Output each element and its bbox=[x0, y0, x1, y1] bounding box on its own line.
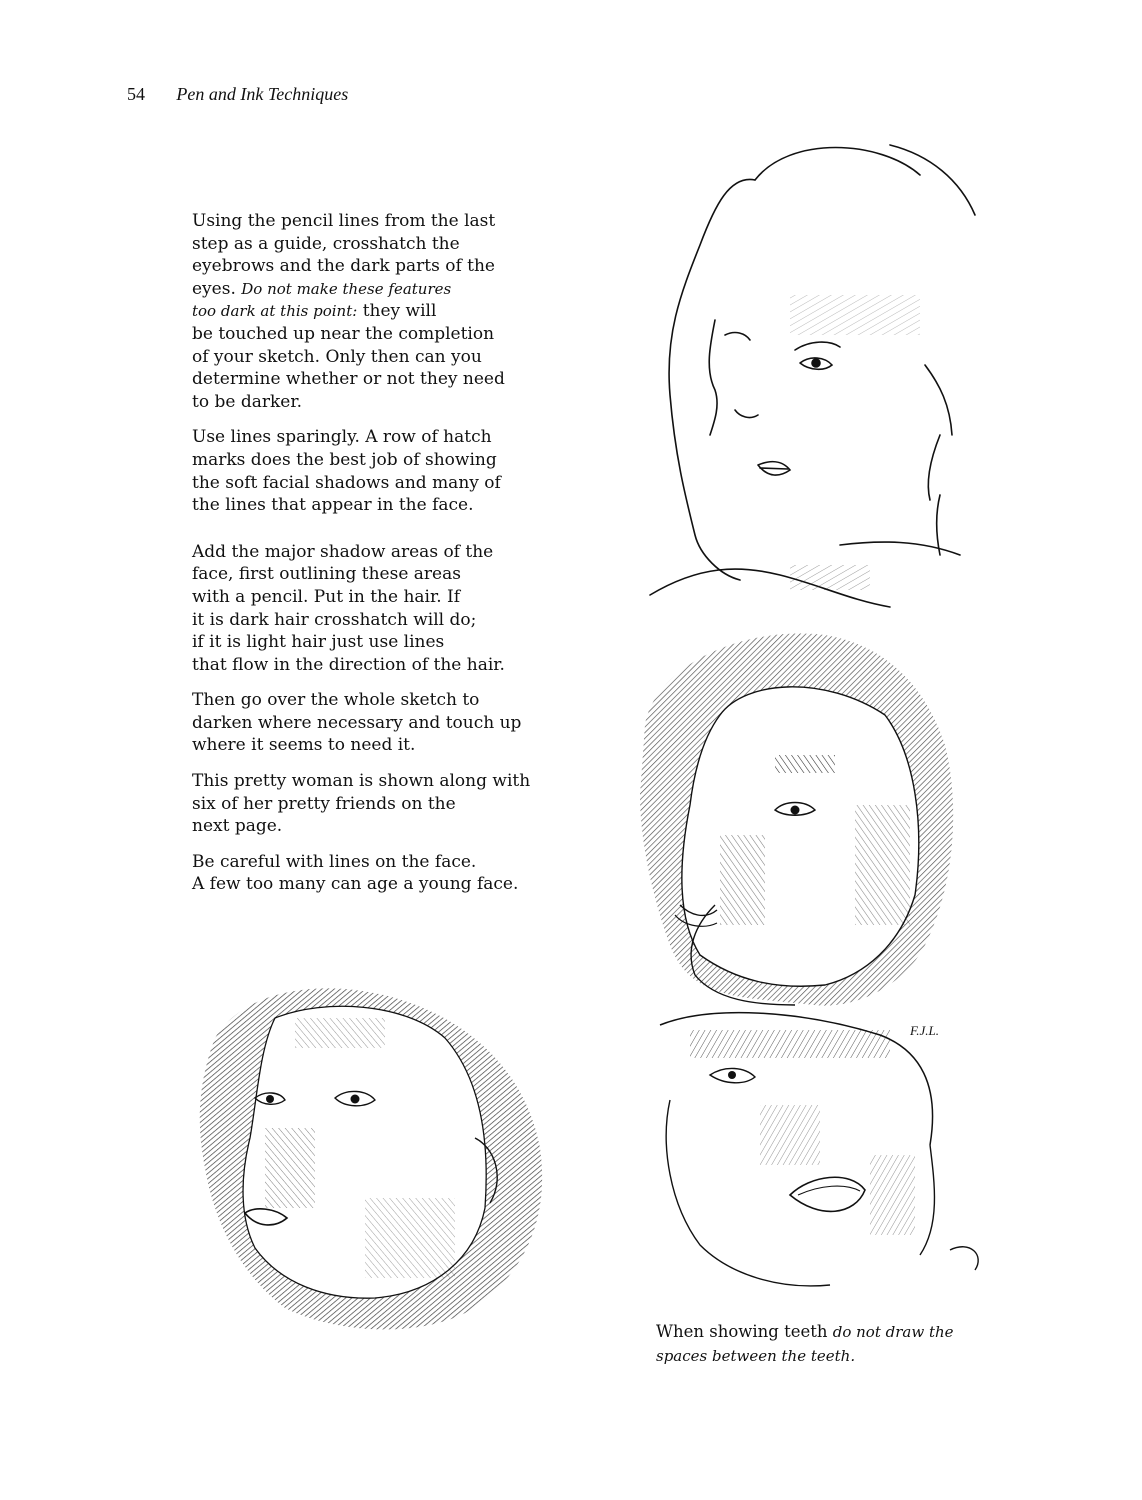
illustration-shaded-face bbox=[625, 605, 965, 1045]
illustration-outline-face bbox=[640, 135, 1000, 615]
paragraph-3: Add the major shadow areas of the face, first outlining these areas with a pencil. Put in the hair. If it is dark hair crosshatch will do; if it is light hair just use lines that flow in the direction of the hair. bbox=[192, 541, 505, 675]
paragraph-2: Use lines sparingly. A row of hatch marks does the best job of showing the soft facial shadows and many of the lines that appear in the face. bbox=[192, 427, 501, 516]
paragraph-4: Then go over the whole sketch to darken where necessary and touch up where it seems to need it. bbox=[192, 690, 522, 756]
paragraph-5: This pretty woman is shown along with six of her pretty friends on the next page. bbox=[192, 771, 531, 837]
illustration-hatched-face bbox=[185, 978, 555, 1338]
paragraph-1: Using the pencil lines from the last step as a guide, crosshatch the eyebrows and the dark parts of the eyes. Do not make these features too dark at this point: they will be touched up near the completion of your sketch. Only then can you determine whether or not they need to be darker. bbox=[192, 211, 505, 412]
illustration-smiling-face bbox=[650, 1005, 990, 1295]
running-title: Pen and Ink Techniques bbox=[176, 84, 349, 104]
illustration-caption: When showing teeth do not draw the spaces between the teeth. bbox=[656, 1322, 954, 1365]
page-number: 54 bbox=[127, 84, 145, 104]
signature: F.J.L. bbox=[910, 1023, 940, 1038]
paragraph-6: Be careful with lines on the face. A few too many can age a young face. bbox=[192, 851, 519, 895]
body-text bbox=[192, 210, 572, 909]
page-header bbox=[127, 84, 348, 105]
